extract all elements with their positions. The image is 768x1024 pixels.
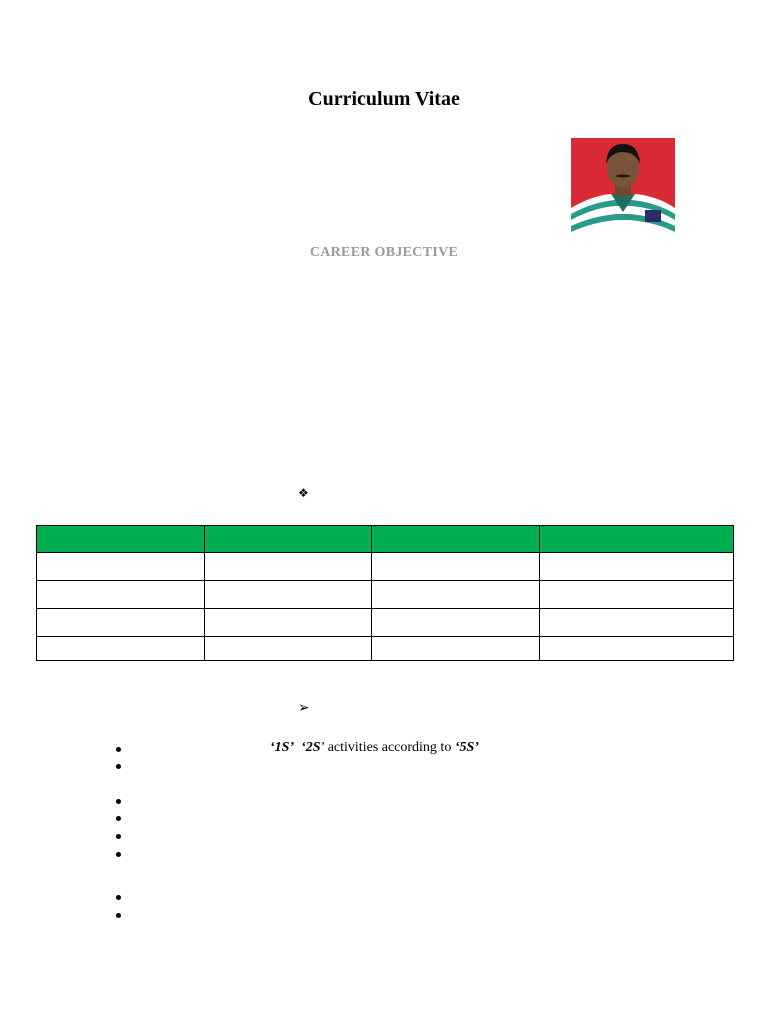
table-cell: [205, 581, 372, 609]
table-cell: [37, 553, 205, 581]
education-table: [36, 525, 734, 661]
table-header-cell: [37, 526, 205, 553]
diamond-bullet-icon: ❖: [298, 486, 309, 500]
table-cell: [372, 637, 540, 661]
table-cell: [37, 637, 205, 661]
table-cell: [540, 553, 734, 581]
table-header-row: [37, 526, 734, 553]
table-row: [37, 637, 734, 661]
table-cell: [372, 609, 540, 637]
list-bullet: [115, 741, 123, 757]
list-bullet: [115, 846, 123, 862]
career-objective-heading: CAREER OBJECTIVE: [309, 245, 459, 260]
profile-photo: [571, 138, 675, 233]
table-row: [37, 553, 734, 581]
list-bullet: [115, 889, 123, 905]
list-bullet: [115, 758, 123, 774]
table-cell: [37, 581, 205, 609]
activity-term-2s: ‘2S: [301, 740, 321, 755]
profile-photo-image: [571, 138, 675, 233]
table-cell: [540, 581, 734, 609]
table-header-cell: [540, 526, 734, 553]
table-cell: [540, 637, 734, 661]
list-bullet: [115, 793, 123, 809]
activity-term-5s: ‘5S’: [454, 740, 479, 755]
list-bullet: [115, 907, 123, 923]
table-cell: [205, 553, 372, 581]
table-row: [37, 609, 734, 637]
list-bullet: [115, 810, 123, 826]
table-header-cell: [372, 526, 540, 553]
activity-term-1s: ‘1S’: [270, 740, 295, 755]
table-cell: [540, 609, 734, 637]
page-title: Curriculum Vitae: [308, 88, 460, 110]
table-cell: [37, 609, 205, 637]
activity-line-middle: ’ activities according to: [320, 740, 455, 755]
table-header-cell: [205, 526, 372, 553]
table-cell: [205, 637, 372, 661]
table-cell: [205, 609, 372, 637]
table-cell: [372, 553, 540, 581]
arrow-bullet-icon: ➢: [298, 700, 310, 716]
activity-line: [270, 740, 479, 756]
table-cell: [372, 581, 540, 609]
table-row: [37, 581, 734, 609]
list-bullet: [115, 828, 123, 844]
